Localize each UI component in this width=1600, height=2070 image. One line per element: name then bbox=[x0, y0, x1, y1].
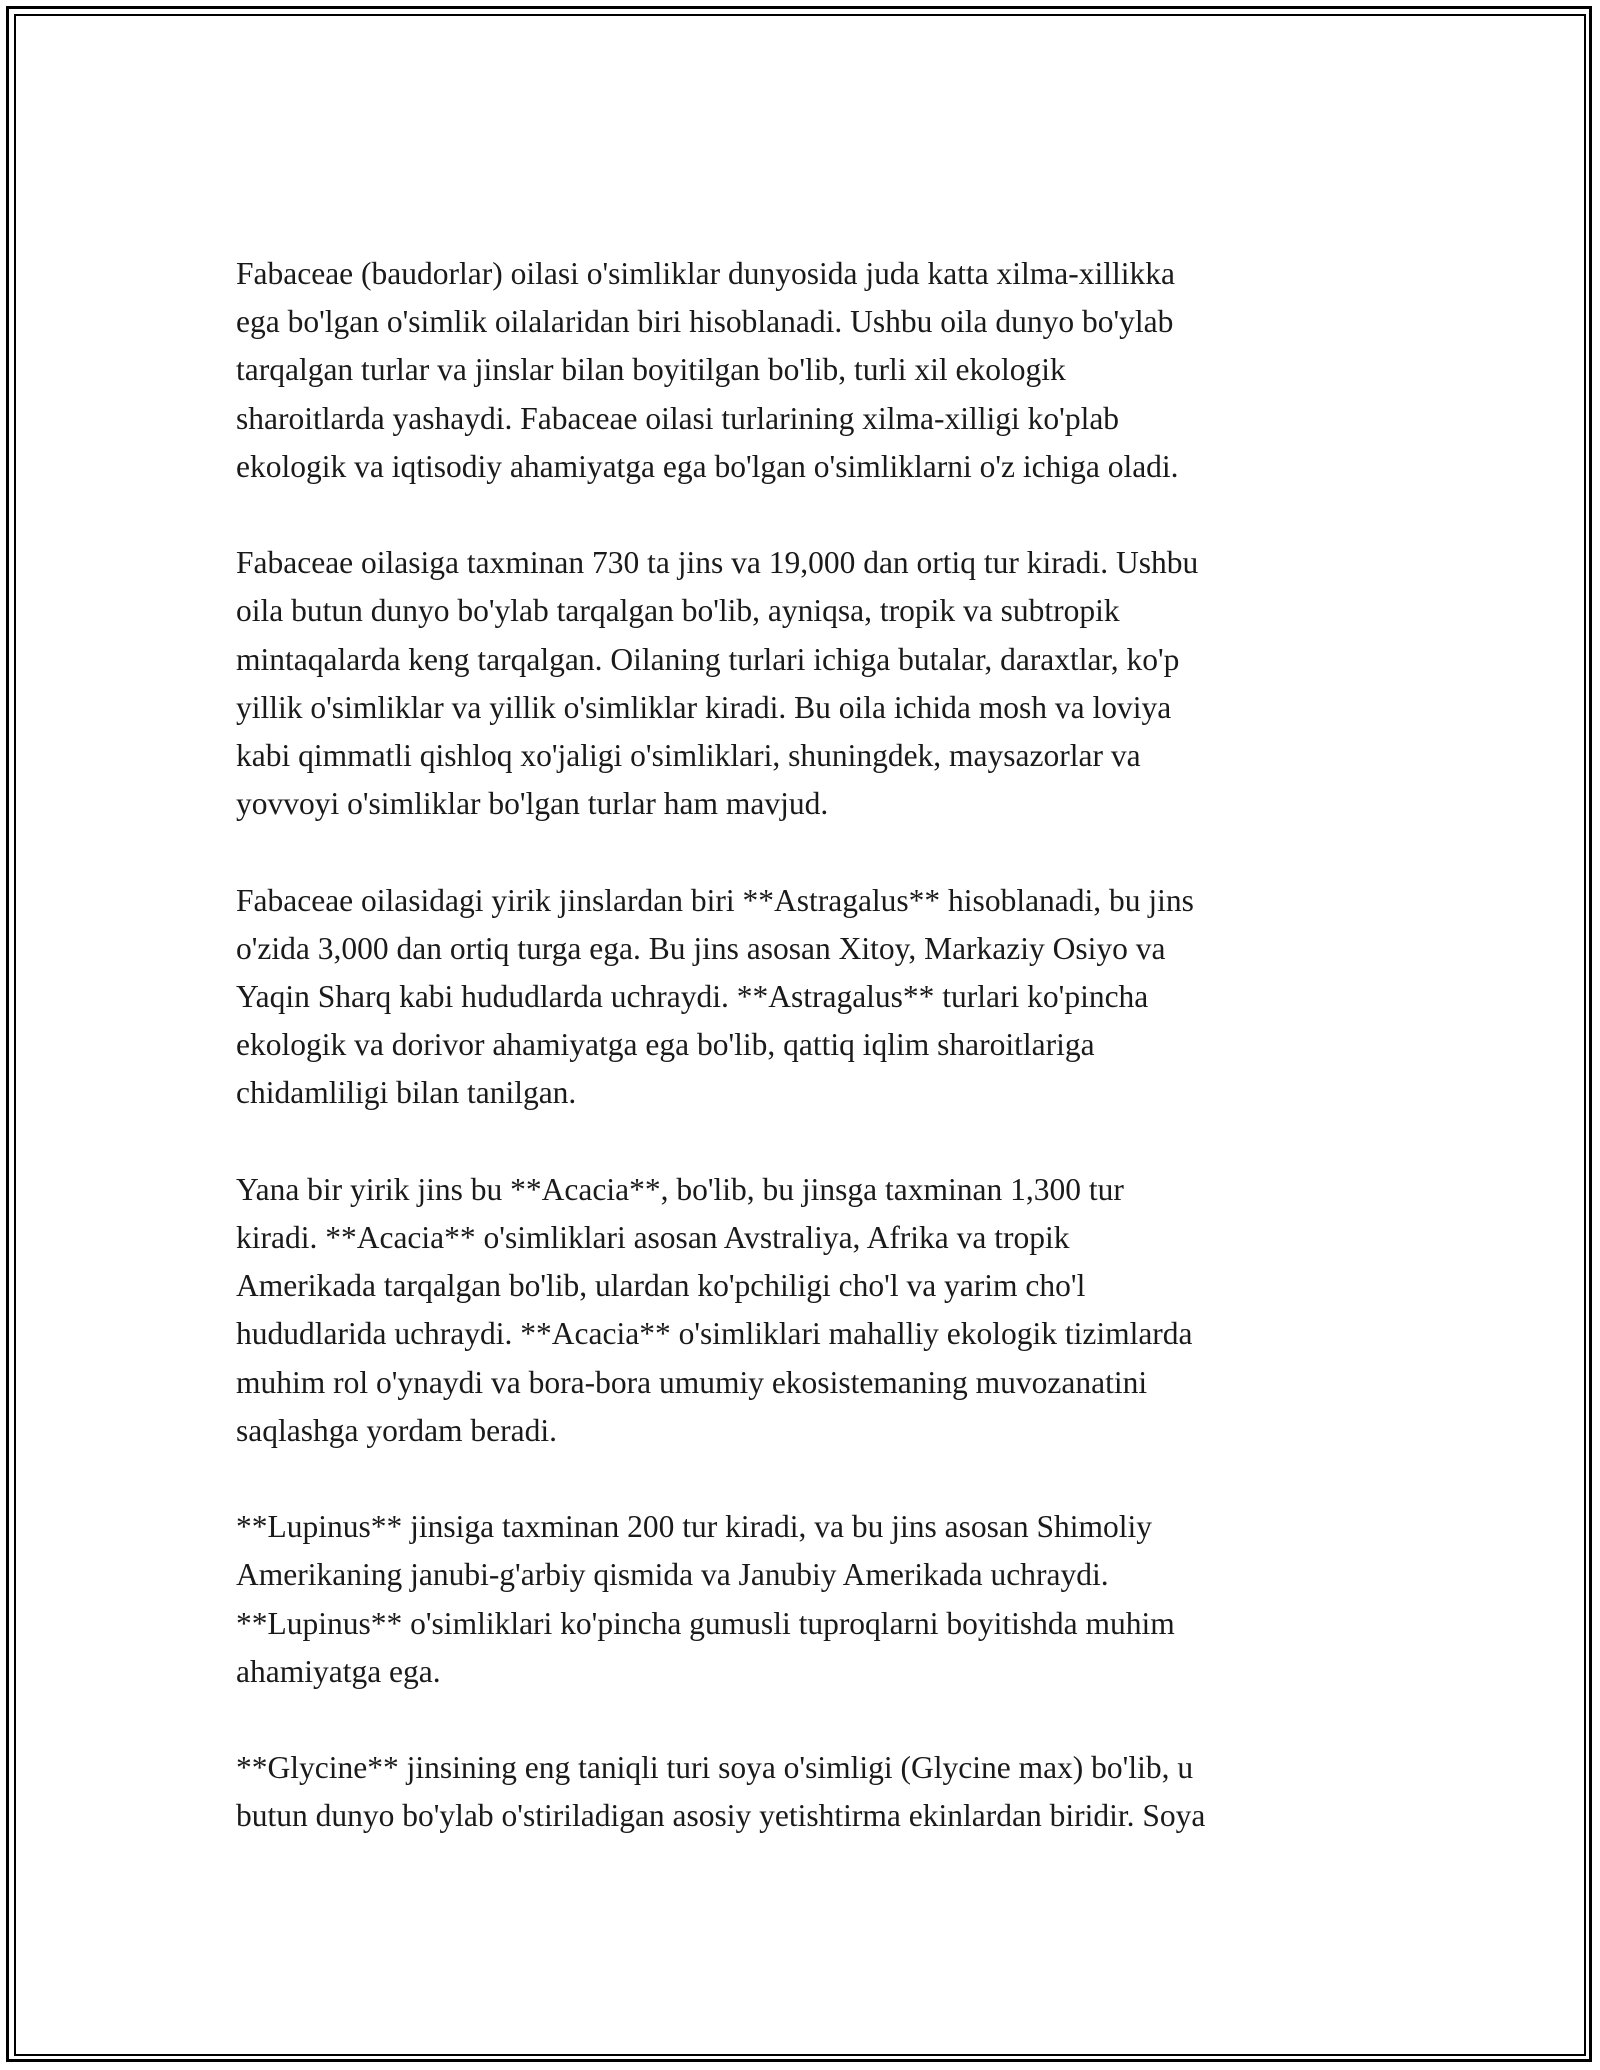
text-line: mintaqalarda keng tarqalgan. Oilaning turlari ichiga butalar, daraxtlar, ko'p bbox=[236, 641, 1180, 677]
text-line: yillik o'simliklar va yillik o'simliklar kiradi. Bu oila ichida mosh va loviya bbox=[236, 689, 1172, 725]
paragraph bbox=[236, 1166, 1376, 1455]
paragraph bbox=[236, 877, 1376, 1118]
text-line: Yaqin Sharq kabi hududlarda uchraydi. **Astragalus** turlari ko'pincha bbox=[236, 979, 1149, 1015]
text-line: Fabaceae oilasidagi yirik jinslardan biri **Astragalus** hisoblanadi, bu jins bbox=[236, 882, 1194, 918]
text-line: butun dunyo bo'ylab o'stiriladigan asosiy yetishtirma ekinlardan biridir. Soya bbox=[236, 1798, 1206, 1834]
text-line: ahamiyatga ega. bbox=[236, 1653, 441, 1689]
text-line: kabi qimmatli qishloq xo'jaligi o'simliklari, shuningdek, maysazorlar va bbox=[236, 738, 1141, 774]
text-line: kiradi. **Acacia** o'simliklari asosan Avstraliya, Afrika va tropik bbox=[236, 1220, 1070, 1256]
text-line: hududlarida uchraydi. **Acacia** o'simliklari mahalliy ekologik tizimlarda bbox=[236, 1316, 1193, 1352]
paragraph bbox=[236, 250, 1376, 491]
document-body bbox=[236, 250, 1376, 1841]
text-line: Amerikada tarqalgan bo'lib, ulardan ko'pchiligi cho'l va yarim cho'l bbox=[236, 1268, 1086, 1304]
text-line: Fabaceae oilasiga taxminan 730 ta jins va 19,000 dan ortiq tur kiradi. Ushbu bbox=[236, 545, 1199, 581]
text-line: chidamliligi bilan tanilgan. bbox=[236, 1075, 577, 1111]
text-line: Yana bir yirik jins bu **Acacia**, bo'lib, bu jinsga taxminan 1,300 tur bbox=[236, 1171, 1124, 1207]
text-line: **Glycine** jinsining eng taniqli turi soya o'simligi (Glycine max) bo'lib, u bbox=[236, 1750, 1194, 1786]
paragraph bbox=[236, 1503, 1376, 1696]
text-line: yovvoyi o'simliklar bo'lgan turlar ham mavjud. bbox=[236, 786, 829, 822]
text-line: saqlashga yordam beradi. bbox=[236, 1412, 558, 1448]
text-line: o'zida 3,000 dan ortiq turga ega. Bu jins asosan Xitoy, Markaziy Osiyo va bbox=[236, 930, 1166, 966]
text-line: Amerikaning janubi-g'arbiy qismida va Janubiy Amerikada uchraydi. bbox=[236, 1557, 1109, 1593]
text-line: **Lupinus** o'simliklari ko'pincha gumusli tuproqlarni boyitishda muhim bbox=[236, 1605, 1175, 1641]
text-line: oila butun dunyo bo'ylab tarqalgan bo'lib, ayniqsa, tropik va subtropik bbox=[236, 593, 1120, 629]
text-line: sharoitlarda yashaydi. Fabaceae oilasi turlarining xilma-xilligi ko'plab bbox=[236, 400, 1120, 436]
text-line: ekologik va iqtisodiy ahamiyatga ega bo'lgan o'simliklarni o'z ichiga oladi. bbox=[236, 448, 1179, 484]
text-line: muhim rol o'ynaydi va bora-bora umumiy ekosistemaning muvozanatini bbox=[236, 1364, 1148, 1400]
text-line: ega bo'lgan o'simlik oilalaridan biri hisoblanadi. Ushbu oila dunyo bo'ylab bbox=[236, 304, 1174, 340]
paragraph bbox=[236, 539, 1376, 828]
text-line: Fabaceae (baudorlar) oilasi o'simliklar dunyosida juda katta xilma-xillikka bbox=[236, 256, 1176, 291]
text-line: tarqalgan turlar va jinslar bilan boyitilgan bo'lib, turli xil ekologik bbox=[236, 352, 1066, 388]
text-line: ekologik va dorivor ahamiyatga ega bo'lib, qattiq iqlim sharoitlariga bbox=[236, 1027, 1095, 1063]
paragraph bbox=[236, 1744, 1376, 1840]
text-line: **Lupinus** jinsiga taxminan 200 tur kiradi, va bu jins asosan Shimoliy bbox=[236, 1509, 1153, 1545]
